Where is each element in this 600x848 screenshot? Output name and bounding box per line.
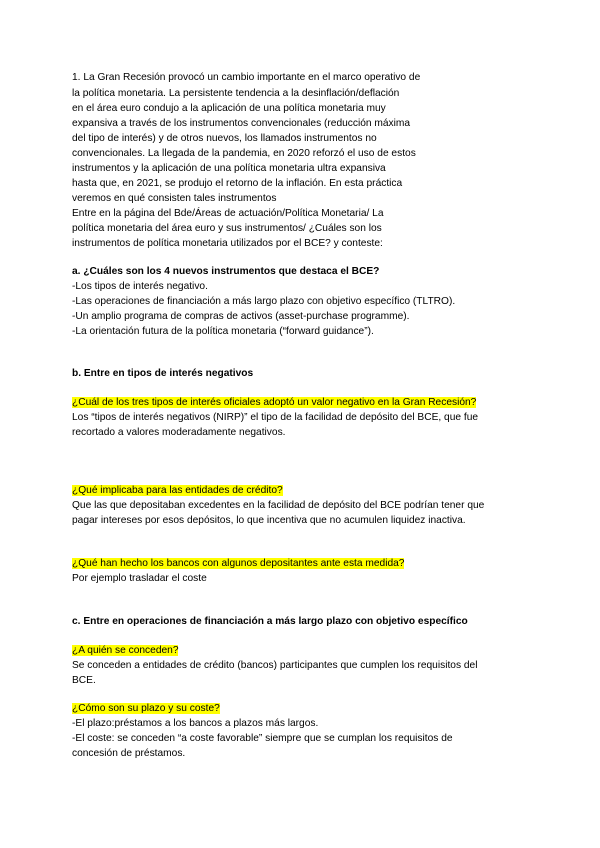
intro-line: política monetaria del área euro y sus instrumentos/ ¿Cuáles son los <box>72 223 382 234</box>
answer-line: recortado a valores moderadamente negativos. <box>72 427 286 438</box>
intro-line: instrumentos y la aplicación de una política monetaria ultra expansiva <box>72 163 386 174</box>
question-highlighted <box>72 557 404 570</box>
question-highlighted <box>72 702 220 715</box>
answer-line: pagar intereses por esos depósitos, lo que incentiva que no acumulen liquidez inactiva. <box>72 515 466 526</box>
intro-line: expansiva a través de los instrumentos convencionales (reducción máxima <box>72 118 411 129</box>
question-text: ¿Qué implicaba para las entidades de crédito? <box>72 485 283 496</box>
question-text: ¿Cuál de los tres tipos de interés oficiales adoptó un valor negativo en la Gran Recesión? <box>72 397 477 408</box>
question-highlighted <box>72 396 476 409</box>
answer-line: -El coste: se conceden “a coste favorable” siempre que se cumplan los requisitos de <box>72 733 453 744</box>
intro-line: hasta que, en 2021, se produjo el retorno de la inflación. En esta práctica <box>72 178 403 189</box>
list-item: -La orientación futura de la política monetaria (“forward guidance”). <box>72 326 374 337</box>
intro-line: convencionales. La llegada de la pandemia, en 2020 reforzó el uso de estos <box>72 148 416 159</box>
answer-line: Se conceden a entidades de crédito (bancos) participantes que cumplen los requisitos del <box>72 660 478 671</box>
intro-line: instrumentos de política monetaria utilizados por el BCE? y conteste: <box>72 238 383 249</box>
intro-line: del tipo de interés) y de otros nuevos, los llamados instrumentos no <box>72 133 377 144</box>
answer-line: BCE. <box>72 675 96 686</box>
answer-line: Por ejemplo trasladar el coste <box>72 573 207 584</box>
answer-line: -El plazo:préstamos a los bancos a plazos más largos. <box>72 718 319 729</box>
question-text: ¿Cómo son su plazo y su coste? <box>72 703 220 714</box>
question-highlighted <box>72 644 178 657</box>
intro-line: 1. La Gran Recesión provocó un cambio importante en el marco operativo de <box>72 72 421 83</box>
section-c-heading: c. Entre en operaciones de financiación a más largo plazo con objetivo específico <box>72 616 468 627</box>
intro-line: Entre en la página del Bde/Áreas de actuación/Política Monetaria/ La <box>72 208 384 219</box>
intro-line: la política monetaria. La persistente tendencia a la desinflación/deflación <box>72 88 400 99</box>
list-item: -Los tipos de interés negativo. <box>72 281 208 292</box>
list-item: -Un amplio programa de compras de activos (asset-purchase programme). <box>72 311 410 322</box>
answer-line: concesión de préstamos. <box>72 748 186 759</box>
intro-line: veremos en qué consisten tales instrumentos <box>72 193 277 204</box>
question-text: ¿A quién se conceden? <box>72 645 179 656</box>
section-a-heading: a. ¿Cuáles son los 4 nuevos instrumentos que destaca el BCE? <box>72 266 380 277</box>
list-item: -Las operaciones de financiación a más largo plazo con objetivo específico (TLTRO). <box>72 296 456 307</box>
question-highlighted <box>72 484 283 497</box>
intro-line: en el área euro condujo a la aplicación de una política monetaria muy <box>72 103 386 114</box>
question-text: ¿Qué han hecho los bancos con algunos depositantes ante esta medida? <box>72 558 405 569</box>
answer-line: Que las que depositaban excedentes en la facilidad de depósito del BCE podrían tener que <box>72 500 485 511</box>
section-b-heading: b. Entre en tipos de interés negativos <box>72 368 254 379</box>
answer-line: Los “tipos de interés negativos (NIRP)” el tipo de la facilidad de depósito del BCE, que fue <box>72 412 479 423</box>
